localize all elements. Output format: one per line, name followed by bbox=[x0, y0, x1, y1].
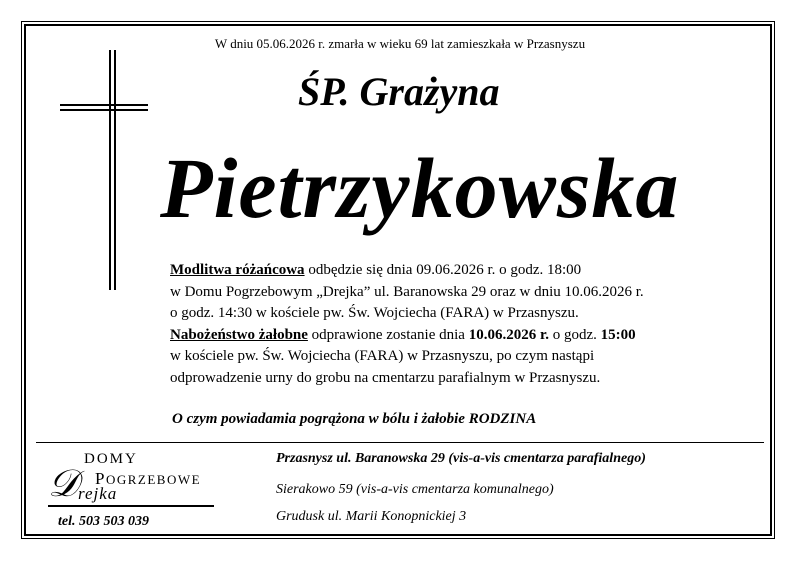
cross-icon-bar bbox=[60, 104, 148, 106]
address-2: Sierakowo 59 (vis-a-vis cmentarza komunalnego) bbox=[276, 482, 554, 497]
mass-line-2: w kościele pw. Św. Wojciecha (FARA) w Przasnyszu, po czym nastąpi bbox=[170, 348, 595, 365]
logo-underline bbox=[48, 505, 214, 507]
logo-d-monogram-icon: 𝒟 bbox=[48, 463, 79, 505]
phone-number: tel. 503 503 039 bbox=[58, 514, 149, 529]
cross-icon-line bbox=[114, 50, 116, 290]
cross-icon-bar-2 bbox=[60, 109, 148, 111]
deceased-surname: Pietrzykowska bbox=[160, 140, 680, 236]
ceremony-details bbox=[170, 260, 730, 390]
mass-text-1: odprawione zostanie dnia bbox=[307, 326, 469, 343]
rosary-label: Modlitwa różańcowa bbox=[170, 262, 305, 278]
footer-divider bbox=[36, 442, 764, 443]
rosary-text: odbędzie się dnia 09.06.2026 r. o godz. 18:00 bbox=[304, 262, 582, 278]
mass-line-1 bbox=[170, 325, 730, 347]
cross-icon bbox=[109, 50, 111, 290]
mass-label: Nabożeństwo żałobne bbox=[170, 326, 308, 343]
mass-date: 10.06.2026 r. bbox=[468, 326, 549, 343]
rosary-line-2: w Domu Pogrzebowym „Drejka” ul. Baranowska 29 oraz w dniu 10.06.2026 r. bbox=[170, 283, 644, 300]
mass-line-3: odprowadzenie urny do grobu na cmentarzu parafialnym w Przasnyszu. bbox=[170, 369, 601, 386]
deceased-first-name: ŚP. Grażyna bbox=[298, 69, 500, 114]
rosary-line-1 bbox=[170, 260, 730, 282]
logo-drejka-text: rejka bbox=[78, 484, 118, 503]
address-1: Przasnysz ul. Baranowska 29 (vis-a-vis cmentarza parafialnego) bbox=[276, 451, 646, 466]
death-notice-intro: W dniu 05.06.2026 r. zmarła w wieku 69 lat zamieszkała w Przasnyszu bbox=[214, 36, 586, 51]
mass-text-2: o godz. bbox=[548, 326, 601, 343]
logo-domy-text: DOMY bbox=[84, 451, 138, 467]
address-3: Grudusk ul. Marii Konopnickiej 3 bbox=[276, 509, 467, 524]
rosary-line-3: o godz. 14:30 w kościele pw. Św. Wojciecha (FARA) w Przasnyszu. bbox=[170, 305, 579, 322]
logo-pogrzebowe-text: POGRZEBOWE bbox=[95, 469, 202, 488]
mass-time: 15:00 bbox=[600, 326, 636, 343]
family-note: O czym powiadamia pogrążona w bólu i żałobie RODZINA bbox=[172, 411, 537, 427]
